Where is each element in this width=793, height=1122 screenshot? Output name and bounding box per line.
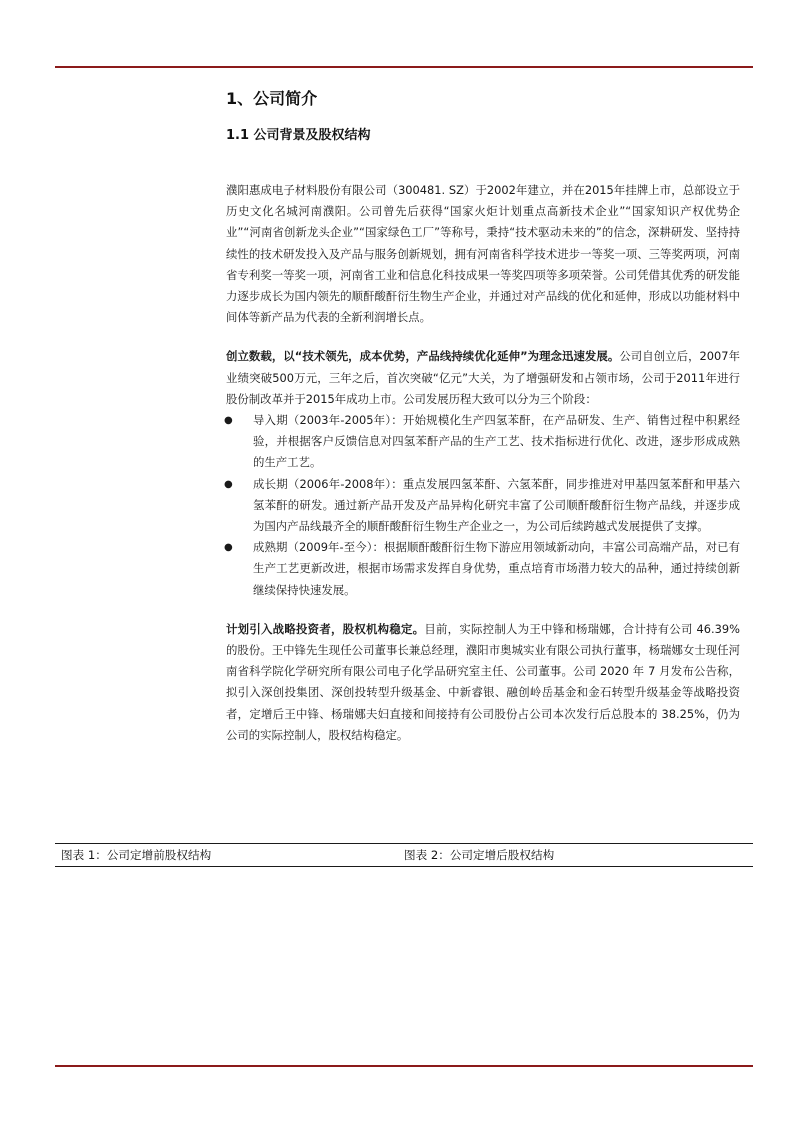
phase-item-intro: [226, 410, 740, 474]
phase-text: 成长期（2006年-2008年）：重点发展四氢苯酐、六氢苯酐，同步推进对甲基四氢苯酐和甲基六氢苯酐的研发。通过新产品开发及产品异构化研究丰富了公司顺酐酸酐衍生物产品线，并逐步成为国内产品线最齐全的顺酐酸酐衍生物生产企业之一，为公司后续跨越式发展提供了支撑。: [253, 476, 740, 534]
phase-item-mature: [226, 537, 740, 601]
report-body: [226, 86, 740, 746]
phase-list: [226, 410, 740, 601]
section-heading: 1、公司简介: [226, 89, 318, 108]
figure-1-caption: 图表 1：公司定增前股权结构: [61, 848, 212, 862]
phase-text: 导入期（2003年-2005年）：开始规模化生产四氢苯酐，在产品研发、生产、销售过程中积累经验，并根据客户反馈信息对四氢苯酐产品的生产工艺、技术指标进行优化、改进，逐步形成成熟的生产工艺。: [253, 413, 740, 470]
header-rule: [55, 66, 753, 68]
history-paragraph: [226, 346, 740, 410]
phase-text: 成熟期（2009年-至今）：根据顺酐酸酐衍生物下游应用领域新动向，丰富公司高端产品，对已有生产工艺更新改进，根据市场需求发挥自身优势，重点培育市场潜力较大的品种，通过持续创新继续保持快速发展。: [253, 540, 740, 597]
history-lead: 创立数载，以“技术领先，成本优势，产品线持续优化延伸”为理念迅速发展。: [226, 349, 620, 364]
ownership-text: 目前，实际控制人为王中锋和杨瑞娜，合计持有公司 46.39%的股份。王中锋先生现任公司董事长兼总经理，濮阳市奥城实业有限公司执行董事，杨瑞娜女士现任河南省科学院化学研究所有限公司电子化学品研究室主任、公司董事。公司 2020 年 7 月发布公告称，拟引入深创投集团、深创投转型升级基金、中新睿银、融创岭岳基金和金石转型升级基金等战略投资者，定增后王中锋、杨瑞娜夫妇直接和间接持有公司股份占公司本次发行后总股本的 38.25%，仍为公司的实际控制人，股权结构稳定。: [226, 621, 740, 742]
bullet-icon: ●: [224, 542, 233, 554]
bullet-icon: ●: [224, 478, 233, 490]
intro-paragraph: 濮阳惠成电子材料股份有限公司（300481. SZ）于2002年建立，并在2015年挂牌上市，总部设立于历史文化名城河南濮阳。公司曾先后获得“国家火炬计划重点高新技术企业”“国家知识产权优势企业”“河南省创新龙头企业”“国家绿色工厂”等称号，秉持“技术驱动未来的”的信念，深耕研发、坚持持续性的技术研发投入及产品与服务创新规划，拥有河南省科学技术进步一等奖一项、三等奖两项，河南省专利奖一等奖一项，河南省工业和信息化科技成果一等奖四项等多项荣誉。公司凭借其优秀的研发能力逐步成长为国内领先的顺酐酸酐衍生物生产企业，并通过对产品线的优化和延伸，形成以功能材料中间体等新产品为代表的全新利润增长点。: [226, 183, 740, 325]
history-text: 公司自创立后，2007年业绩突破500万元，三年之后，首次突破“亿元”大关，为了增强研发和占领市场，公司于2011年进行股份制改革并于2015年成功上市。公司发展历程大致可以分为三个阶段：: [226, 349, 740, 406]
footer-rule: [55, 1065, 753, 1067]
ownership-paragraph: [226, 619, 740, 746]
bullet-icon: ●: [224, 415, 233, 427]
subsection-heading: 1.1 公司背景及股权结构: [226, 128, 371, 143]
phase-item-growth: [226, 474, 740, 538]
ownership-lead: 计划引入战略投资者，股权机构稳定。: [226, 621, 425, 636]
figure-2-caption: 图表 2：公司定增后股权结构: [404, 848, 555, 862]
figure-caption-row: [55, 843, 753, 867]
